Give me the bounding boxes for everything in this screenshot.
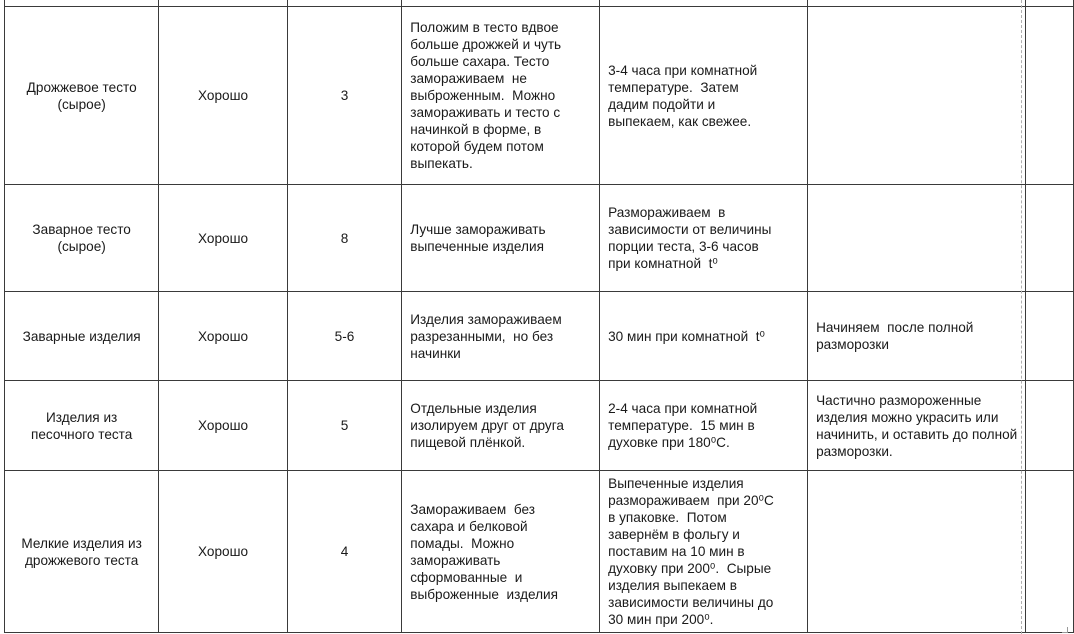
margin-guide-line <box>1021 0 1022 634</box>
note-cell: Начиняем после полной разморозки <box>808 292 1026 381</box>
quality-cell: Хорошо <box>159 471 287 633</box>
page-corner-mark <box>1062 627 1068 633</box>
quality-cell: Хорошо <box>159 7 287 185</box>
storage-months-cell: 4 <box>287 471 401 633</box>
storage-months-cell: 8 <box>287 185 401 292</box>
preparation-cell: Замораживаем без сахара и белковой помады. Можно замораживать сформованные и выброженные изделия <box>402 471 600 633</box>
table-cell <box>1026 185 1074 292</box>
preparation-cell: Изделия замораживаем разрезанными, но без начинки <box>402 292 600 381</box>
defrosting-cell: 2-4 часа при комнатной температуре. 15 мин в духовке при 180⁰С. <box>600 381 808 471</box>
freezing-table <box>4 0 1074 633</box>
product-name-cell: Дрожжевое тесто (сырое) <box>5 7 159 185</box>
table-cell <box>1026 7 1074 185</box>
defrosting-cell: 30 мин при комнатной t⁰ <box>600 292 808 381</box>
table-row <box>5 471 1074 633</box>
defrosting-cell: 3-4 часа при комнатной температуре. Затем дадим подойти и выпекаем, как свежее. <box>600 7 808 185</box>
product-name-cell: Заварное тесто (сырое) <box>5 185 159 292</box>
table-cell <box>1026 292 1074 381</box>
storage-months-cell: 5-6 <box>287 292 401 381</box>
note-cell <box>808 471 1026 633</box>
product-name-cell: Изделия из песочного теста <box>5 381 159 471</box>
quality-cell: Хорошо <box>159 292 287 381</box>
table-row <box>5 292 1074 381</box>
table-row <box>5 7 1074 185</box>
table-row <box>5 185 1074 292</box>
preparation-cell: Положим в тесто вдвое больше дрожжей и чуть больше сахара. Тесто замораживаем не выброженным. Можно замораживать и тесто с начинкой в форме, в которой будем потом выпекать. <box>402 7 600 185</box>
table-row <box>5 381 1074 471</box>
storage-months-cell: 3 <box>287 7 401 185</box>
defrosting-cell: Размораживаем в зависимости от величины порции теста, 3-6 часов при комнатной t⁰ <box>600 185 808 292</box>
note-cell <box>808 7 1026 185</box>
product-name-cell: Мелкие изделия из дрожжевого теста <box>5 471 159 633</box>
product-name-cell: Заварные изделия <box>5 292 159 381</box>
defrosting-cell: Выпеченные изделия размораживаем при 20⁰С в упаковке. Потом завернём в фольгу и поставим на 10 мин в духовку при 200⁰. Сырые изделия выпекаем в зависимости величины до 30 мин при 200⁰. <box>600 471 808 633</box>
note-cell <box>808 185 1026 292</box>
table-cell <box>1026 381 1074 471</box>
preparation-cell: Лучше замораживать выпеченные изделия <box>402 185 600 292</box>
note-cell: Частично размороженные изделия можно украсить или начинить, и оставить до полной разморозки. <box>808 381 1026 471</box>
preparation-cell: Отдельные изделия изолируем друг от друга пищевой плёнкой. <box>402 381 600 471</box>
quality-cell: Хорошо <box>159 185 287 292</box>
storage-months-cell: 5 <box>287 381 401 471</box>
quality-cell: Хорошо <box>159 381 287 471</box>
table-cell <box>1026 471 1074 633</box>
